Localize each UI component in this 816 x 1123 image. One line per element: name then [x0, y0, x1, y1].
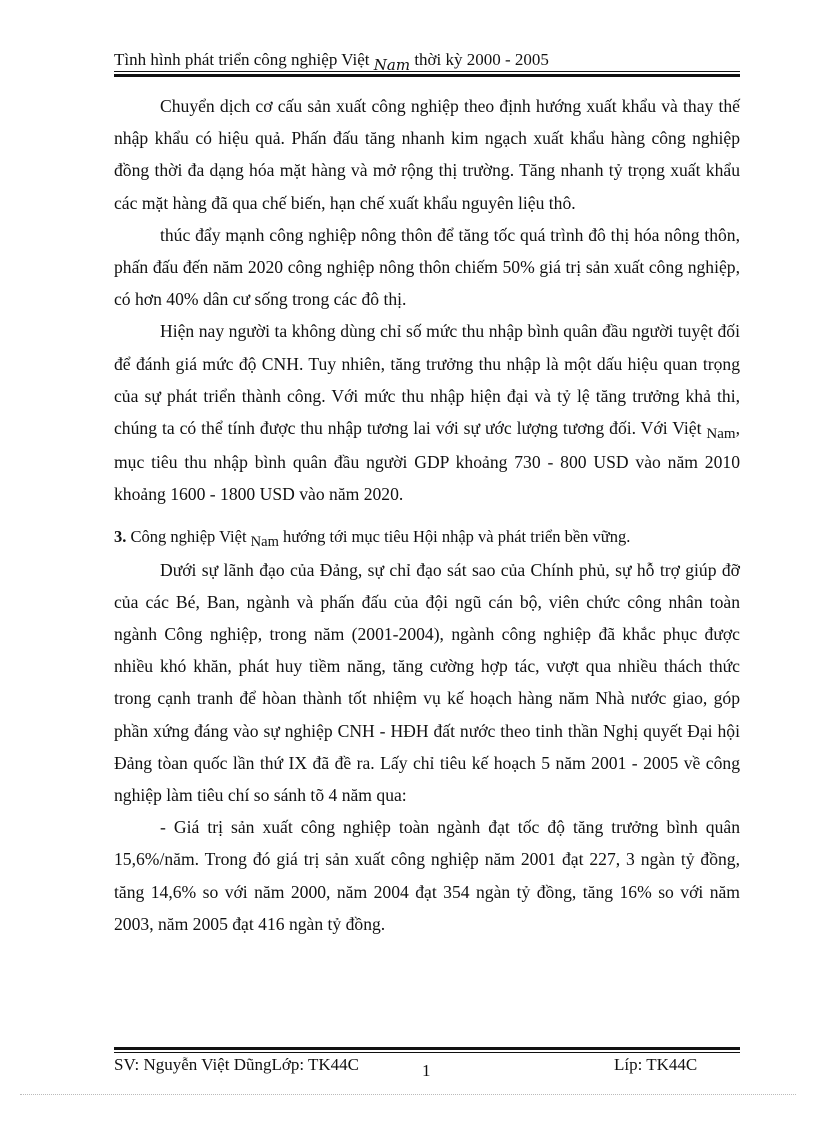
- footer-rule-thin: [114, 1052, 740, 1053]
- header-title-nam: Nam: [373, 56, 411, 74]
- header-rule-thick: [114, 74, 740, 77]
- footer-rule-thick: [114, 1047, 740, 1050]
- footer-student: SV: Nguyễn Việt DũngLớp: TK44C: [114, 1055, 360, 1074]
- page-footer: [114, 1055, 740, 1083]
- page-number: 1: [422, 1061, 431, 1080]
- body-text: [114, 90, 740, 940]
- paragraph-production-value: - Giá trị sản xuất công nghiệp toàn ngành đạt tốc độ tăng trưởng bình quân 15,6%/năm. Trong đó giá trị sản xuất công nghiệp năm 2001 đạt 227, 3 ngàn tỷ đồng, tăng 14,6% so với năm 2000, năm 2004 đạt 354 ngàn tỷ đồng, tăng 16% so với năm 2003, năm 2005 đạt 416 ngàn tỷ đồng.: [114, 817, 740, 934]
- page-bottom-divider: [20, 1094, 796, 1095]
- running-header: [114, 48, 740, 72]
- paragraph-industry-achievements: Dưới sự lãnh đạo của Đảng, sự chỉ đạo sát sao của Chính phủ, sự hỗ trợ giúp đỡ của các Bé, Ban, ngành và phấn đấu của đội ngũ cán bộ, viên chức công nhân toàn ngành Công nghiệp, trong năm (2001-2004), ngành công nghiệp đã khắc phục được nhiều khó khăn, phát huy tiềm năng, tăng cường hợp tác, vượt qua nhiều thách thức trong cạnh tranh để hòan thành tốt nhiệm vụ kế hoạch hàng năm Nhà nước giao, góp phần xứng đáng vào sự nghiệp CNH - HĐH đất nước theo tinh thần Nghị quyết Đại hội Đảng tòan quốc lần thứ IX đã đề ra. Lấy chỉ tiêu kế hoạch 5 năm 2001 - 2005 về công nghiệp làm tiêu chí so sánh tõ 4 năm qua:: [114, 559, 740, 806]
- paragraph-rural-industry: thúc đẩy mạnh công nghiệp nông thôn để tăng tốc quá trình đô thị hóa nông thôn, phấn đấu đến năm 2020 công nghiệp nông thôn chiếm 50% giá trị sản xuất công nghiệp, có hơn 40% dân cư sống trong các đô thị.: [114, 224, 740, 310]
- section-heading-end: hướng tới mục tiêu Hội nhập và phát triển bền vững.: [282, 526, 631, 546]
- section-heading: [114, 521, 740, 554]
- section-number: 3.: [114, 526, 127, 546]
- paragraph-export-restructuring: Chuyển dịch cơ cấu sản xuất công nghiệp theo định hướng xuất khẩu và thay thế nhập khẩu có hiệu quả. Phấn đấu tăng nhanh kim ngạch xuất khẩu hàng công nghiệp đồng thời đa dạng hóa mặt hàng và mở rộng thị trường. Tăng nhanh tỷ trọng xuất khẩu các mặt hàng đã qua chế biến, hạn chế xuất khẩu nguyên liệu thô.: [114, 96, 740, 213]
- income-text-nam: Nam: [706, 426, 736, 443]
- header-rule-thin: [114, 71, 740, 72]
- income-text-start: Hiện nay người ta không dùng chỉ số mức thu nhập bình quân đầu người tuyệt đối để đánh giá mức độ CNH. Tuy nhiên, tăng trưởng thu nhập là một dấu hiệu quan trọng của sự phát triển thành công. Với mức thu nhập hiện đại và tỷ lệ tăng trưởng khả thi, chúng ta có thể tính được thu nhập tương lai với sự ước lượng tương đối. Với Việt: [114, 321, 740, 439]
- paragraph-income-target: [114, 315, 740, 510]
- section-heading-start: Công nghiệp Việt: [130, 526, 247, 546]
- footer-class: Líp: TK44C: [614, 1055, 698, 1074]
- header-title-start: Tình hình phát triển công nghiệp Việt: [114, 50, 370, 69]
- income-text-end: , mục tiêu thu nhập bình quân đầu người GDP khoảng 730 - 800 USD vào năm 2010 khoảng 1600 - 1800 USD vào năm 2020.: [114, 418, 740, 505]
- section-heading-nam: Nam: [250, 533, 279, 550]
- header-title-end: thời kỳ 2000 - 2005: [414, 50, 549, 69]
